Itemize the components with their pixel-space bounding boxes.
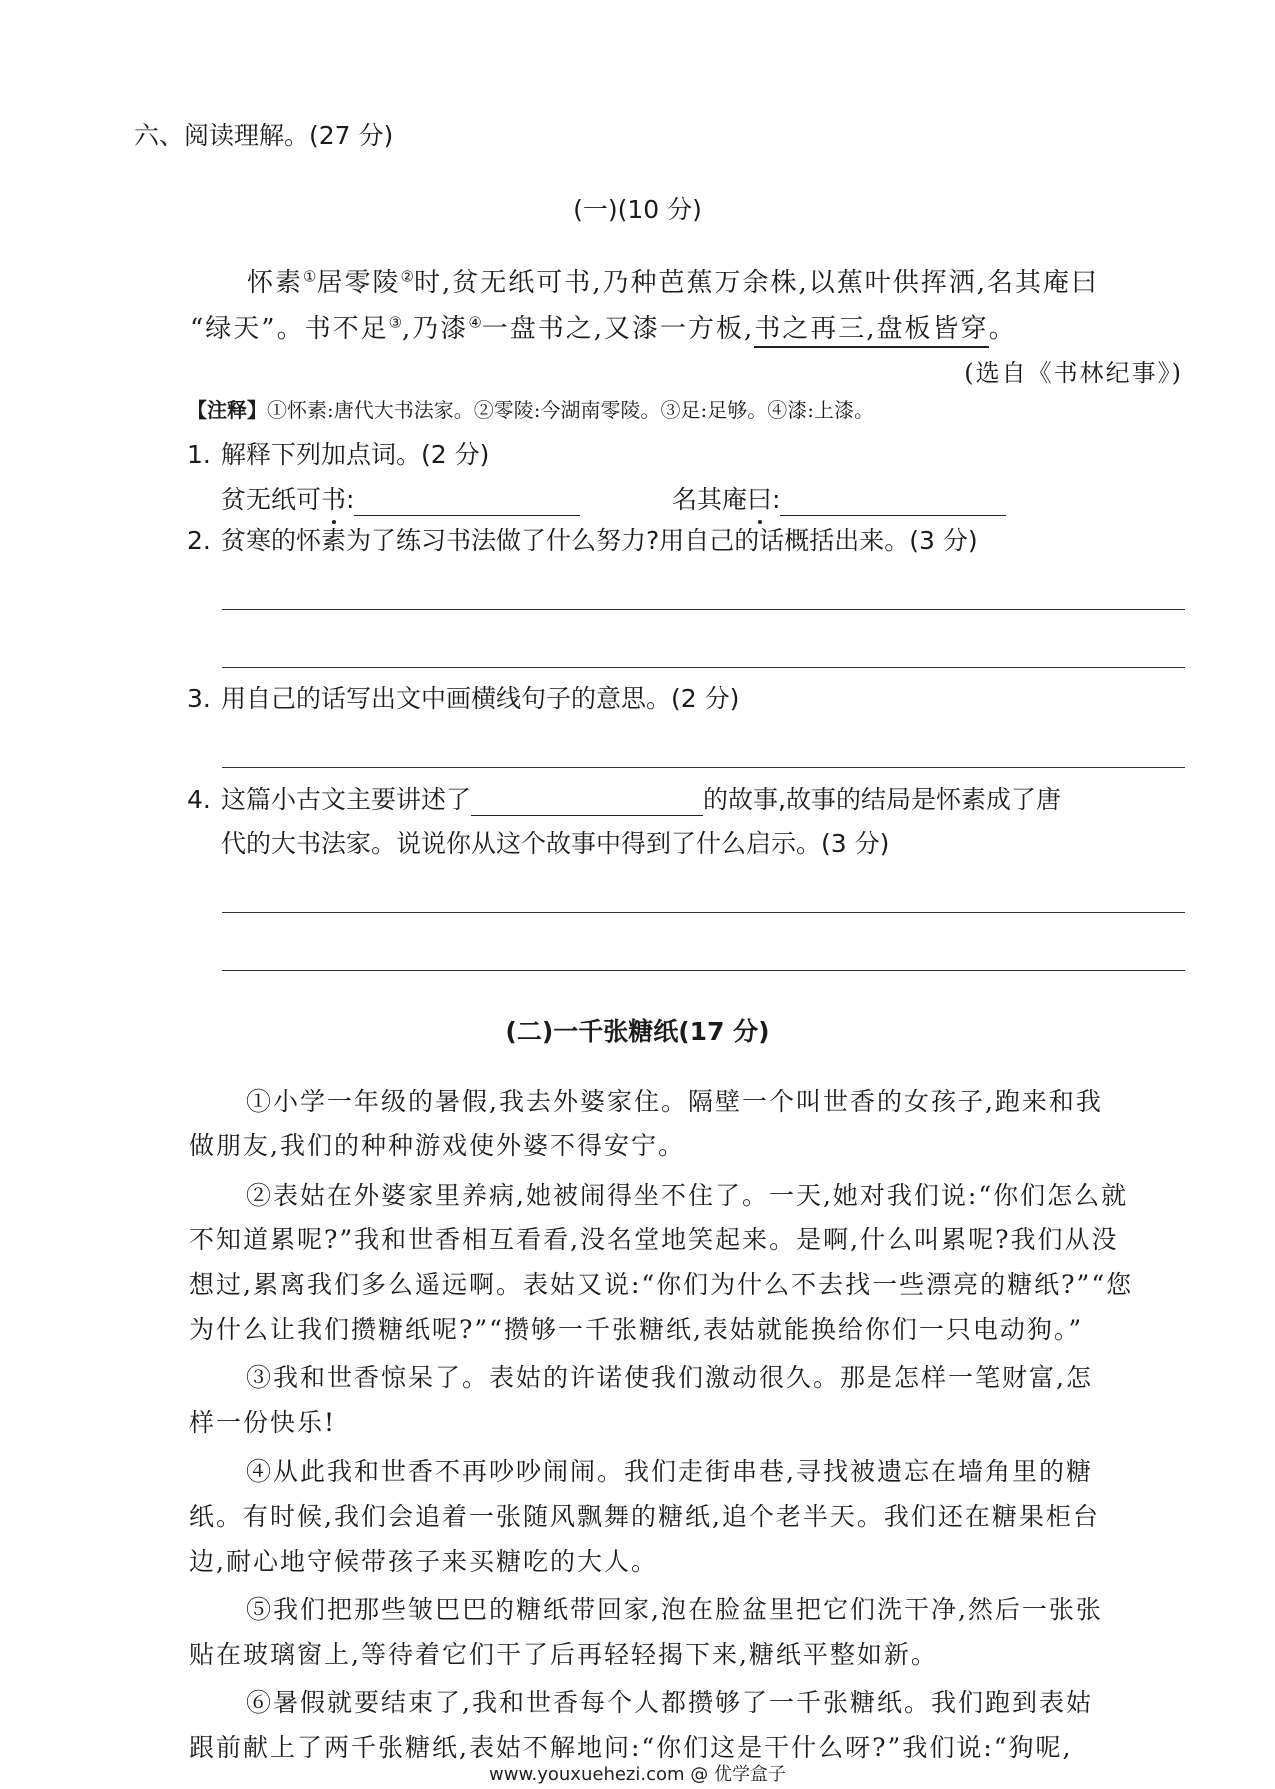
passage2-line: ③我和世香惊呆了。表姑的许诺使我们激动很久。那是怎样一笔财富,怎 — [246, 1363, 1093, 1392]
answer-blank-3[interactable] — [471, 789, 703, 816]
answer-blank-1[interactable] — [354, 489, 580, 516]
source-citation: (选自《书林纪事》) — [964, 359, 1183, 387]
part2-title — [0, 1012, 1275, 1048]
passage2-line: 纸。有时候,我们会追着一张随风飘舞的糖纸,追个老半天。我们还在糖果柜台 — [189, 1502, 1100, 1531]
passage2-line: 边,耐心地守候带孩子来买糖吃的大人。 — [189, 1547, 658, 1576]
passage-text: 。 — [988, 314, 1017, 344]
passage1-line2 — [190, 308, 1017, 345]
passage2-line: 贴在玻璃窗上,等待着它们干了后再轻轻揭下来,糖纸平整如新。 — [189, 1640, 938, 1669]
note-text: ①怀素:唐代大书法家。②零陵:今湖南零陵。③足:足够。④漆:上漆。 — [267, 398, 874, 422]
question-text: 这篇小古文主要讲述了 — [221, 785, 472, 814]
colon: : — [346, 485, 355, 514]
passage2-line: 不知道累呢?”我和世香相互看看,没名堂地笑起来。是啊,什么叫累呢?我们从没 — [189, 1225, 1119, 1254]
passage-text: 居零陵 — [316, 268, 401, 298]
passage2-line: 跟前献上了两千张糖纸,表姑不解地问:“你们这是干什么呀?”我们说:“狗呢, — [189, 1733, 1073, 1762]
answer-blank-2[interactable] — [780, 489, 1006, 516]
question-2 — [187, 521, 978, 557]
dotted-word: 曰 — [747, 485, 773, 514]
answer-line[interactable] — [222, 970, 1185, 971]
footnote-mark: ④ — [468, 313, 482, 332]
section-heading: 六、阅读理解。(27 分) — [134, 121, 394, 150]
footnote-mark: ② — [400, 267, 414, 286]
dotted-word: 书 — [321, 485, 347, 514]
passage2-line: ④从此我和世香不再吵吵闹闹。我们走街串巷,寻找被遗忘在墙角里的糖 — [246, 1457, 1093, 1486]
passage2-line: 想过,累离我们多么遥远啊。表姑又说:“你们为什么不去找一些漂亮的糖纸?”“您 — [189, 1270, 1134, 1299]
underlined-sentence: 书之再三,盘板皆穿 — [754, 314, 988, 348]
part2-title-text: (二)一千张糖纸(17 分) — [505, 1017, 770, 1046]
answer-line[interactable] — [222, 609, 1185, 610]
question-number: 3. — [187, 684, 211, 713]
question-number: 1. — [187, 440, 211, 469]
question-text: 解释下列加点词。(2 分) — [221, 440, 490, 469]
answer-line[interactable] — [222, 767, 1185, 768]
note-tag: 【注释】 — [187, 398, 267, 422]
question-number: 2. — [187, 526, 211, 555]
question-4 — [187, 780, 1061, 816]
passage2-line: ②表姑在外婆家里养病,她被闹得坐不住了。一天,她对我们说:“你们怎么就 — [246, 1181, 1129, 1210]
passage2-line: 样一份快乐! — [189, 1408, 337, 1437]
passage1-line1 — [247, 262, 1099, 299]
passage-text: 一盘书之,又漆一方板, — [481, 314, 755, 344]
passage2-line: 做朋友,我们的种种游戏使外婆不得安宁。 — [189, 1131, 685, 1160]
colon: : — [772, 485, 781, 514]
item-text: 名其庵 — [672, 485, 748, 514]
question-text: 的故事,故事的结局是怀素成了唐 — [703, 785, 1061, 814]
item-text: 贫无纸可 — [221, 485, 322, 514]
passage-text: 时,贫无纸可书,乃种芭蕉万余株,以蕉叶供挥洒,名其庵曰 — [413, 268, 1099, 298]
question-1-item-2 — [672, 480, 1006, 516]
question-text: 用自己的话写出文中画横线句子的意思。(2 分) — [221, 684, 740, 713]
answer-line[interactable] — [222, 912, 1185, 913]
footnote-mark: ③ — [388, 313, 403, 332]
footnote-mark: ① — [303, 267, 317, 286]
question-1 — [187, 435, 489, 471]
question-text: 贫寒的怀素为了练习书法做了什么努力?用自己的话概括出来。(3 分) — [221, 526, 978, 555]
question-1-item-1 — [221, 480, 580, 516]
part1-title: (一)(10 分) — [573, 195, 702, 224]
answer-line[interactable] — [222, 667, 1185, 668]
passage2-line: ⑥暑假就要结束了,我和世香每个人都攒够了一千张糖纸。我们跑到表姑 — [246, 1688, 1093, 1717]
passage2-line: 为什么让我们攒糖纸呢?”“攒够一千张糖纸,表姑就能换给你们一只电动狗。” — [189, 1315, 1084, 1344]
passage2-line: ①小学一年级的暑假,我去外婆家住。隔壁一个叫世香的女孩子,跑来和我 — [246, 1087, 1103, 1116]
question-4-line2: 代的大书法家。说说你从这个故事中得到了什么启示。(3 分) — [221, 829, 890, 858]
passage-text: ,乃漆 — [402, 314, 469, 344]
question-3 — [187, 679, 739, 715]
annotation-note — [187, 394, 874, 423]
passage-text: 怀素 — [247, 268, 304, 298]
passage2-line: ⑤我们把那些皱巴巴的糖纸带回家,泡在脸盆里把它们洗干净,然后一张张 — [246, 1595, 1103, 1624]
question-number: 4. — [187, 785, 211, 814]
footer-watermark: www.youxuehezi.com @ 优学盒子 — [489, 1764, 786, 1785]
passage-text: “绿天”。书不足 — [190, 314, 389, 344]
